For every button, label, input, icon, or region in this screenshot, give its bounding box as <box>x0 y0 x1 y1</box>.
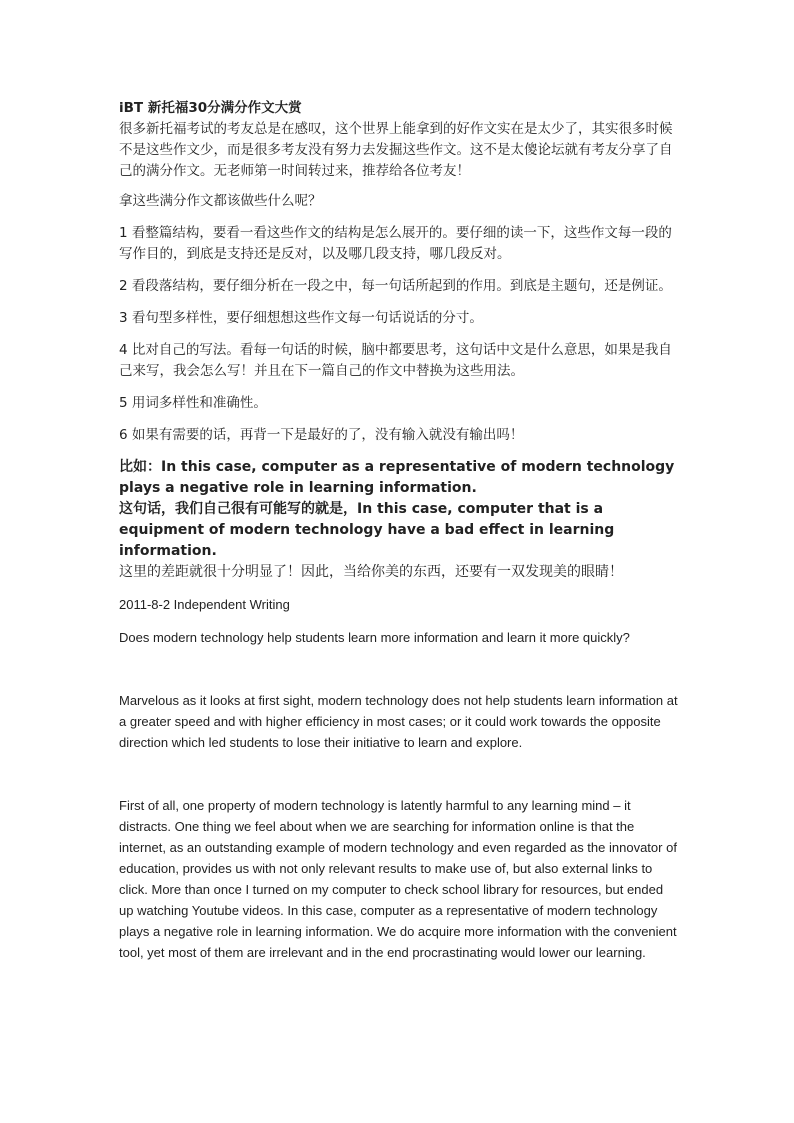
essay-prompt: Does modern technology help students learn more information and learn it more quickly? <box>119 630 630 645</box>
intro-paragraph: 很多新托福考试的考友总是在感叹，这个世界上能拿到的好作文实在是太少了，其实很多时候不是这些作文少，而是很多考友没有努力去发掘这些作文。这不是太傻论坛就有考友分享了自己的满分作文。无老师第一时间转过来，推荐给各位考友！ <box>119 121 673 179</box>
document-title: iBT 新托福30分满分作文大赏 <box>119 100 302 116</box>
example-good-sentence: 比如：In this case, computer as a representative of modern technology plays a negative role in learning information. <box>119 459 675 496</box>
example-comment: 这里的差距就很十分明显了！因此，当给你美的东西，还要有一双发现美的眼睛！ <box>119 564 623 580</box>
tip-item: 1 看整篇结构，要看一看这些作文的结构是怎么展开的。要仔细的读一下，这些作文每一段的写作目的，到底是支持还是反对，以及哪几段支持，哪几段反对。 <box>119 225 672 262</box>
essay-paragraph: Marvelous as it looks at first sight, modern technology does not help students learn information at a greater speed and with higher efficiency in most cases; or it could work towards the opposite direction which led students to lose their initiative to learn and explore. <box>119 693 678 750</box>
tip-item: 6 如果有需要的话，再背一下是最好的了，没有输入就没有输出吗！ <box>119 427 524 443</box>
tip-item: 3 看句型多样性，要仔细想想这些作文每一句话说话的分寸。 <box>119 310 483 326</box>
essay-date: 2011-8-2 Independent Writing <box>119 597 290 612</box>
tip-item: 2 看段落结构，要仔细分析在一段之中，每一句话所起到的作用。到底是主题句，还是例证。 <box>119 278 672 294</box>
tip-item: 5 用词多样性和准确性。 <box>119 395 267 411</box>
tip-item: 4 比对自己的写法。看每一句话的时候，脑中都要思考，这句话中文是什么意思，如果是我自己来写，我会怎么写！并且在下一篇自己的作文中替换为这些用法。 <box>119 342 672 379</box>
document-page <box>119 98 679 963</box>
example-bad-sentence: 这句话，我们自己很有可能写的就是，In this case, computer that is a equipment of modern technology have a bad effect in learning information. <box>119 501 615 559</box>
essay-paragraph: First of all, one property of modern technology is latently harmful to any learning mind – it distracts. One thing we feel about when we are searching for information online is that the internet, as an outstanding example of modern technology and even regarded as the innovator of education, provides us with not only relevant results to make use of, but also external links to click. More than once I turned on my computer to check school library for resources, but ended up watching Youtube videos. In this case, computer as a representative of modern technology plays a negative role in learning information. We do acquire more information with the convenient tool, yet most of them are irrelevant and in the end procrastinating would lower our learning. <box>119 798 677 960</box>
question-line: 拿这些满分作文都该做些什么呢？ <box>119 193 322 209</box>
example-block <box>119 457 679 583</box>
